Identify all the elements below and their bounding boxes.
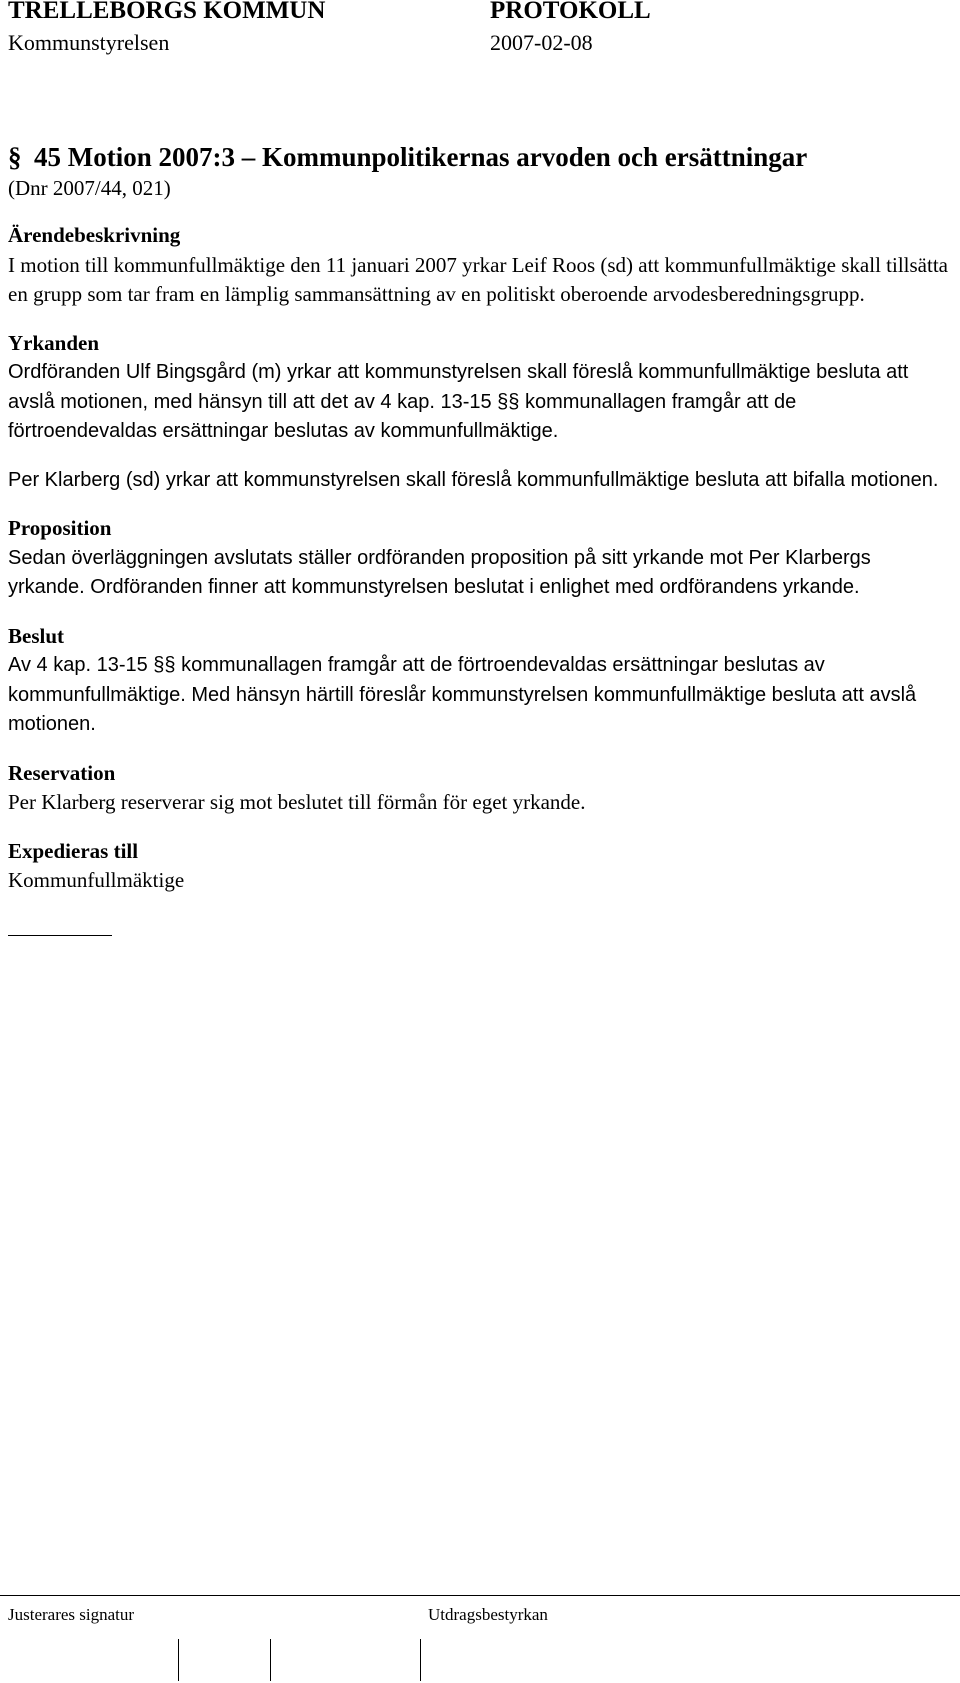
section-text: Sedan överläggningen avslutats ställer ordföranden proposition på sitt yrkande mot Per Klarbergs yrkande. Ordföranden finner att kommunstyrelsen beslutat i enlighet med ordförandens yrkande. bbox=[8, 546, 871, 598]
end-line bbox=[8, 925, 112, 936]
section-heading: Expedieras till bbox=[8, 838, 139, 863]
section-text: Per Klarberg (sd) yrkar att kommunstyrelsen skall föreslå kommunfullmäktige besluta att bifalla motionen. bbox=[8, 468, 939, 491]
section-heading: Ärendebeskrivning bbox=[8, 223, 181, 247]
signature-box-line bbox=[178, 1639, 179, 1681]
section-text: Ordföranden Ulf Bingsgård (m) yrkar att kommunstyrelsen skall föreslå kommunfullmäktige besluta att avslå motionen, med hänsyn till att det av 4 kap. 13-15 §§ kommunallagen framgår att de förtroendevaldas ersättningar beslutas av kommunfullmäktige. bbox=[8, 361, 909, 442]
item-title bbox=[8, 140, 948, 174]
committee-name: Kommunstyrelsen bbox=[8, 30, 170, 55]
section-heading: Yrkanden bbox=[8, 330, 100, 355]
section-heading: Proposition bbox=[8, 516, 112, 540]
document-type: PROTOKOLL bbox=[490, 0, 651, 24]
item-title-text: 45 Motion 2007:3 – Kommunpolitikernas arvoden och ersättningar bbox=[34, 142, 808, 172]
page-footer bbox=[0, 1595, 960, 1683]
section-text: Per Klarberg reserverar sig mot beslutet till förmån för eget yrkande. bbox=[8, 790, 586, 814]
section-reservation bbox=[8, 759, 948, 818]
section-yrkanden-cont bbox=[8, 466, 948, 496]
footer-divider bbox=[0, 1595, 960, 1596]
signature-box-line bbox=[420, 1639, 421, 1681]
section-arendebeskrivning bbox=[8, 221, 948, 310]
section-text: Av 4 kap. 13-15 §§ kommunallagen framgår att de förtroendevaldas ersättningar beslutas av kommunfullmäktige. Med hänsyn härtill föreslår kommunstyrelsen kommunfullmäktige besluta att avslå motionen. bbox=[8, 654, 917, 735]
section-proposition bbox=[8, 514, 948, 603]
organization-name: TRELLEBORGS KOMMUN bbox=[8, 0, 326, 24]
extract-label: Utdragsbestyrkan bbox=[428, 1605, 548, 1624]
document-body bbox=[8, 140, 948, 944]
section-heading: Beslut bbox=[8, 623, 65, 648]
section-text: I motion till kommunfullmäktige den 11 januari 2007 yrkar Leif Roos (sd) att kommunfullmäktige skall tillsätta en grupp som tar fram en lämplig sammansättning av en politiskt oberoende arvodesberedningsgrupp. bbox=[8, 252, 948, 306]
meeting-date: 2007-02-08 bbox=[490, 30, 593, 55]
section-expedieras bbox=[8, 837, 948, 896]
signature-box-line bbox=[270, 1639, 271, 1681]
section-symbol: § bbox=[8, 142, 22, 172]
signature-label: Justerares signatur bbox=[8, 1605, 135, 1624]
section-text: Kommunfullmäktige bbox=[8, 868, 185, 892]
section-beslut bbox=[8, 622, 948, 740]
reference-number: (Dnr 2007/44, 021) bbox=[8, 176, 171, 200]
section-yrkanden bbox=[8, 329, 948, 447]
section-heading: Reservation bbox=[8, 760, 116, 785]
